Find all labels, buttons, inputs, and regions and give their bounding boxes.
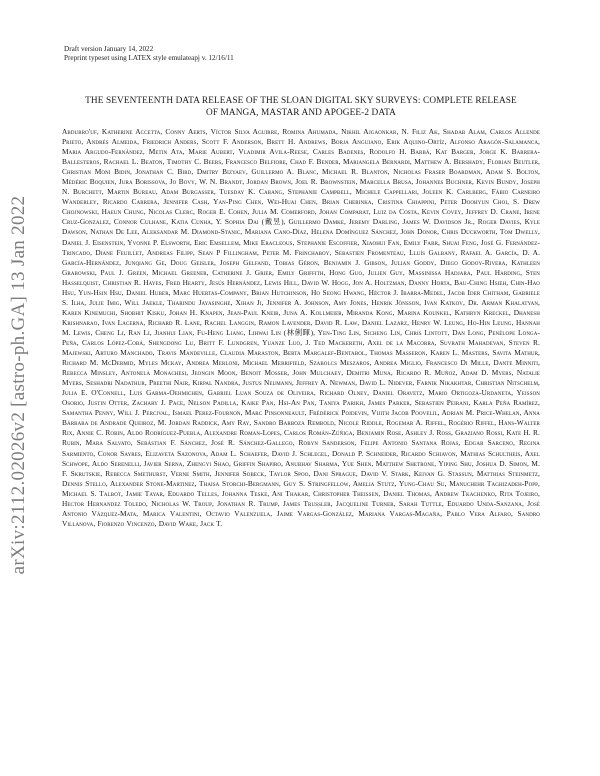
- paper-title: [62, 95, 540, 119]
- author-list: Abdurro'uf, Katherine Accetta, Conny Aerts, Víctor Silva Aguirre, Romina Ahumada, Nikhil Ajgaonkar, N. Filiz Ak, Shadab Alam, Carlos Allende Prieto, Andrés Almeida, Friedrich Anders, Scott F. Anderson, Brett H. Andrews, Borja Anguiano, Erik Aquino-Ortíz, Alfonso Aragón-Salamanca, Maria Argudo-Fernández, Metin Ata, Marie Aubert, Vladimir Avila-Reese, Carles Badenes, Rodolfo H. Barbá, Kat Barger, Jorge K. Barrera-Ballesteros, Rachael L. Beaton, Timothy C. Beers, Francesco Belfiore, Chad F. Bender, Mariangela Bernardi, Matthew A. Bershady, Florian Beutler, Christian Moni Bidin, Jonathan C. Bird, Dmitry Bizyaev, Guillermo A. Blanc, Michael R. Blanton, Nicholas Fraser Boardman, Adam S. Bolton, Médéric Boquien, Jura Borissova, Jo Bovy, W. N. Brandt, Jordan Brown, Joel R. Brownstein, Marcella Brusa, Johannes Buchner, Kevin Bundy, Joseph N. Burchett, Martin Bureau, Adam Burgasser, Tuesday K. Cabang, Stephanie Campbell, Michele Cappellari, Joleen K. Carlberg, Fábio Carneiro Wanderley, Ricardo Carrera, Jennifer Cash, Yan-Ping Chen, Wei-Huai Chen, Brian Cherinka, Cristina Chiappini, Peter Doohyun Choi, S. Drew Chojnowski, Haeun Chung, Nicolas Clerc, Roger E. Cohen, Julia M. Comerford, Johan Comparat, Luiz da Costa, Kevin Covey, Jeffrey D. Crane, Irene Cruz-Gonzalez, Connor Culhane, Katia Cunha, Y. Sophia Dai (戴昱), Guillermo Damke, Jeremy Darling, James W. Davidson Jr., Roger Davies, Kyle Dawson, Nathan De Lee, Aleksandar M. Diamond-Stanic, Mariana Cano-Díaz, Helena Domínguez Sánchez, John Donor, Chris Duckworth, Tom Dwelly, Daniel J. Eisenstein, Yvonne P. Elsworth, Eric Emsellem, Mike Eracleous, Stephanie Escoffier, Xiaohui Fan, Emily Farr, Shuai Feng, José G. Fernández-Trincado, Diane Feuillet, Andreas Filipp, Sean P Fillingham, Peter M. Frinchaboy, Sebastien Fromenteau, Lluís Galbany, Rafael A. García, D. A. García-Hernández, Junqiang Ge, Doug Geisler, Joseph Gelfand, Tobias Géron, Benjamin J. Gibson, Julian Goddy, Diego Godoy-Rivera, Kathleen Grabowski, Paul J. Green, Michael Greener, Catherine J. Grier, Emily Griffith, Hong Guo, Julien Guy, Massinissa Hadjara, Paul Harding, Sten Hasselquist, Christian R. Hayes, Fred Hearty, Jesús Hernández, Lewis Hill, David W. Hogg, Jon A. Holtzman, Danny Horta, Bau-Ching Hsieh, Chin-Hao Hsu, Yun-Hsin Hsu, Daniel Huber, Marc Huertas-Company, Brian Hutchinson, Ho Seong Hwang, Héctor J. Ibarra-Medel, Jacob Ider Chitham, Gabriele S. Ilha, Julie Imig, Will Jaekle, Tharindu Jayasinghe, Xihan Ji, Jennifer A. Johnson, Amy Jones, Henrik Jönsson, Ivan Katkov, Dr. Arman Khalatyan, Karen Kinemuchi, Shobhit Kisku, Johan H. Knapen, Jean-Paul Kneib, Juna A. Kollmeier, Miranda Kong, Marina Kounkel, Kathryn Kreckel, Dhanesh Krishnarao, Ivan Lacerna, Richard R. Lane, Rachel Langgin, Ramon Lavender, David R. Law, Daniel Lazarz, Henry W. Leung, Ho-Hin Leung, Hannah M. Lewis, Cheng Li, Ran Li, Jianhui Lian, Fu-Heng Liang, Lihwai Lin (林俐暉), Yen-Ting Lin, Sicheng Lin, Chris Lintott, Dan Long, Penélope Longa-Peña, Carlos López-Cobá, Shengdong Lu, Britt F. Lundgren, Yuanze Luo, J. Ted Mackereth, Axel de la Macorra, Suvrath Mahadevan, Steven R. Majewski, Arturo Manchado, Travis Mandeville, Claudia Maraston, Berta Margalef-Bentabol, Thomas Masseron, Karen L. Masters, Savita Mathur, Richard M. McDermid, Myles Mckay, Andrea Merloni, Michael Merrifield, Szabolcs Meszaros, Andrea Miglio, Francesco Di Mille, Dante Minniti, Rebecca Minsley, Antonela Monachesi, Jeongin Moon, Benoit Mosser, John Mulchaey, Demitri Muna, Ricardo R. Muñoz, Adam D. Myers, Natalie Myers, Seshadri Nadathur, Preethi Nair, Kirpal Nandra, Justus Neumann, Jeffrey A. Newman, David L. Nidever, Farnik Nikakhtar, Christian Nitschelm, Julia E. O'Connell, Luis Garma-Oehmichen, Gabriel Luan Souza de Oliveira, Richard Olney, Daniel Oravetz, Mario Ortigoza-Urdaneta, Yeisson Osorio, Justin Otter, Zachary J. Pace, Nelson Padilla, Kaike Pan, Hsi-An Pan, Taniya Parikh, James Parker, Sebastien Peirani, Karla Peña Ramírez, Samantha Penny, Will J. Percival, Ismael Perez-Fournon, Marc Pinsonneault, Frédérick Poidevin, Vijith Jacob Poovelil, Adrian M. Price-Whelan, Anna Bárbara de Andrade Queiroz, M. Jordan Raddick, Amy Ray, Sandro Barboza Rembold, Nicole Riddle, Rogemar A. Riffel, Rogério Riffel, Hans-Walter Rix, Annie C. Robin, Aldo Rodríguez-Puebla, Alexandre Roman-Lopes, Carlos Román-Zúñiga, Benjamin Rose, Ashley J. Ross, Graziano Rossi, Kate H. R. Rubin, Mara Salvato, Sebástian F. Sánchez, José R. Sánchez-Gallego, Robyn Sanderson, Felipe Antonio Santana Rojas, Edgar Sarceno, Regina Sarmiento, Conor Sayres, Elizaveta Sazonova, Adam L. Schaefer, David J. Schlegel, Donald P. Schneider, Ricardo Schiavon, Mathias Schultheis, Axel Schwope, Aldo Serenelli, Javier Serna, Zhengyi Shao, Griffin Shapiro, Anubhav Sharma, Yue Shen, Matthew Shetrone, Yiping Shu, Joshua D. Simon, M. F. Skrutskie, Rebecca Smethurst, Verne Smith, Jennifer Sobeck, Taylor Spoo, Dani Sprague, David V. Stark, Keivan G. Stassun, Matthias Steinmetz, Dennis Stello, Alexander Stone-Martinez, Thaisa Storchi-Bergmann, Guy S. Stringfellow, Amelia Stutz, Yung-Chau Su, Manuchehr Taghizadeh-Popp, Michael S. Talbot, Jamie Tayar, Eduardo Telles, Johanna Teske, Ani Thakar, Christopher Theissen, Daniel Thomas, Andrew Tkachenko, Rita Tojeiro, Hector Hernandez Toledo, Nicholas W. Troup, Jonathan R. Trump, James Trussler, Jacqueline Turner, Sarah Tuttle, Eduardo Unda-Sanzana, José Antonio Vázquez-Mata, Marica Valentini, Octavio Valenzuela, Jaime Vargas-González, Mariana Vargas-Magaña, Pablo Vera Alfaro, Sandro Villanova, Fiorenzo Vincenzo, David Wake, Jack T.: [62, 127, 540, 528]
- arxiv-sidebar: [4, 150, 34, 620]
- preprint-style-line: Preprint typeset using LATEX style emulateapj v. 12/16/11: [64, 54, 234, 62]
- arxiv-id-label: arXiv:2112.02026v2 [astro-ph.GA] 13 Jan 2022: [8, 195, 29, 575]
- preprint-header: [64, 45, 234, 63]
- draft-version-line: Draft version January 14, 2022: [64, 45, 154, 53]
- title-line-2: OF MANGA, MASTAR AND APOGEE-2 DATA: [206, 108, 396, 118]
- title-line-1: THE SEVENTEENTH DATA RELEASE OF THE SLOAN DIGITAL SKY SURVEYS: COMPLETE RELEASE: [85, 96, 517, 106]
